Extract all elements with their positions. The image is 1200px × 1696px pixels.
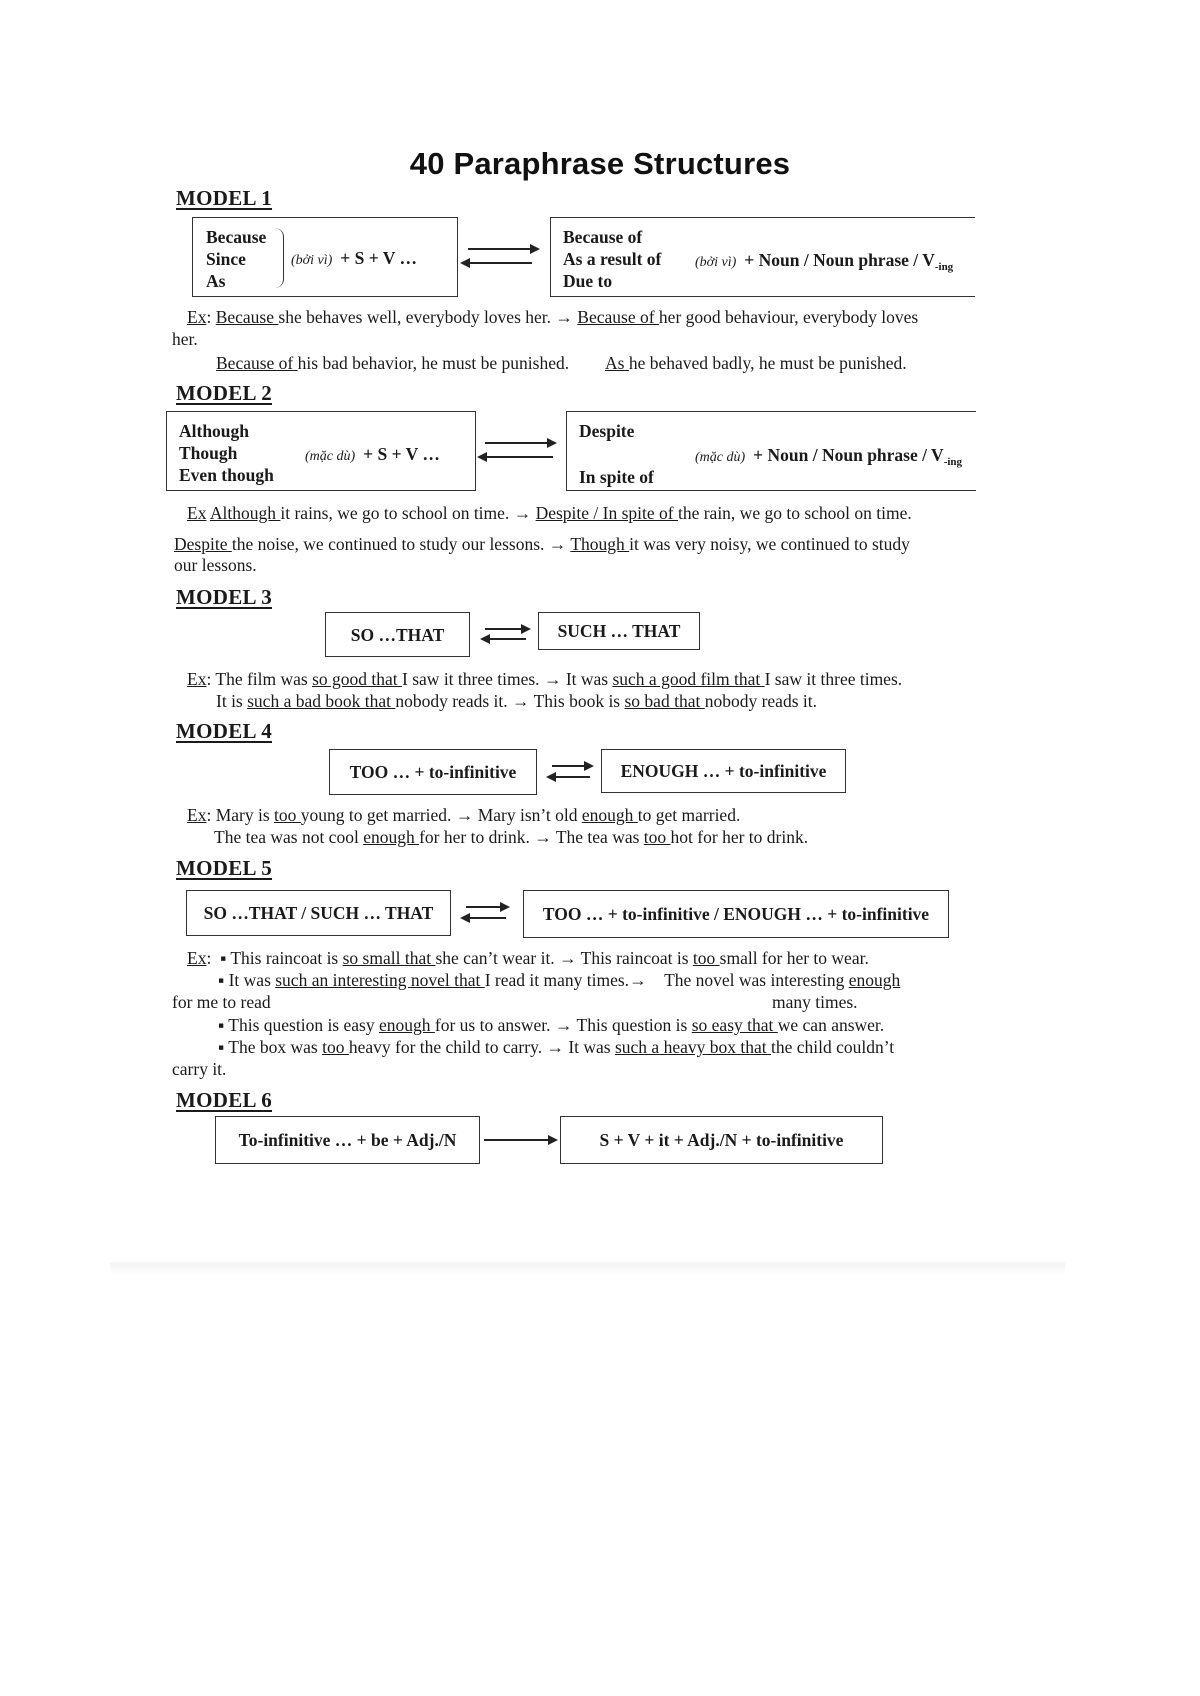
- ex-label: Ex: [187, 669, 207, 689]
- box-line: Although: [179, 421, 250, 441]
- box-line: Since: [206, 249, 246, 269]
- arrow-left-icon: [462, 262, 532, 264]
- underlined-text: such a good film that: [612, 669, 765, 689]
- model-4-heading: MODEL 4: [176, 719, 273, 743]
- example-text: I saw it three times.: [764, 669, 903, 689]
- example-text: nobody reads it.: [395, 691, 513, 711]
- underlined-text: enough: [363, 827, 420, 847]
- box-line: Because of: [563, 227, 643, 247]
- example-text: she behaves well, everybody loves her.: [278, 307, 556, 327]
- example-text: : Mary is: [206, 805, 275, 825]
- underlined-text: Although: [209, 503, 281, 523]
- arrow-text: →: [546, 1037, 569, 1057]
- arrow-left-icon: [479, 456, 553, 458]
- box-line: Due to: [563, 271, 613, 291]
- bullet-icon: ▪: [218, 1015, 225, 1035]
- model-5-example-line-1: Ex: ▪ This raincoat is so small that she can’t wear it. → This raincoat is too small for her to wear.: [187, 948, 869, 968]
- example-text: This question is: [576, 1015, 692, 1035]
- example-text: Mary isn’t old: [477, 805, 582, 825]
- example-text: he behaved badly, he must be punished.: [628, 353, 907, 373]
- model-4-example-line-2: [214, 826, 808, 848]
- example-text: the rain, we go to school on time.: [677, 503, 912, 523]
- example-text: This raincoat is: [230, 948, 343, 968]
- arrow-right-icon: [466, 906, 508, 908]
- gloss-text: (mặc dù): [305, 449, 356, 464]
- example-text: to get married.: [637, 805, 741, 825]
- arrow-text: →: [554, 1015, 577, 1035]
- model-3-example-line-2: [216, 690, 817, 712]
- subscript-text: -ing: [943, 456, 963, 469]
- example-text: it was very noisy, we continued to study: [629, 534, 910, 554]
- example-text: It is: [216, 691, 248, 711]
- model-1-left-box: [192, 217, 458, 297]
- example-text: nobody reads it.: [704, 691, 817, 711]
- arrow-left-icon: [462, 917, 506, 919]
- page-edge-shadow: [110, 1262, 1065, 1276]
- formula-text: + S + V …: [363, 444, 440, 464]
- model-2-example-line-2: [174, 533, 910, 555]
- example-text: The tea was not cool: [214, 827, 364, 847]
- arrow-text: →: [455, 805, 478, 825]
- example-text: we can answer.: [777, 1015, 885, 1035]
- model-5-left-box: SO …THAT / SUCH … THAT: [186, 890, 451, 936]
- example-text: This book is: [533, 691, 625, 711]
- formula-text: + S + V …: [340, 248, 417, 268]
- underlined-text: too: [692, 948, 720, 968]
- model-6-right-box: S + V + it + Adj./N + to-infinitive: [560, 1116, 883, 1164]
- model-3-example-line-1: [187, 668, 902, 690]
- arrow-text: →: [629, 970, 647, 990]
- example-text: I read it many times.: [484, 970, 630, 990]
- example-text: it rains, we go to school on time.: [280, 503, 514, 523]
- underlined-text: so small that: [342, 948, 436, 968]
- model-3-left-box: SO …THAT: [325, 612, 470, 657]
- example-text: the child couldn’t: [770, 1037, 895, 1057]
- underlined-text: so bad that: [624, 691, 705, 711]
- underlined-text: Despite: [174, 534, 232, 554]
- example-text: The novel was interesting: [664, 970, 849, 990]
- model-1-example-line-3: [605, 352, 907, 374]
- example-text: I saw it three times.: [402, 669, 544, 689]
- model-5-example-line-3: [218, 1014, 884, 1036]
- model-2-heading: MODEL 2: [176, 381, 273, 405]
- formula-text: + Noun / Noun phrase / V: [744, 250, 935, 270]
- arrow-right-icon: [485, 628, 529, 630]
- gloss-text: (mặc dù): [695, 450, 746, 465]
- model-5-example-line-4: [218, 1036, 894, 1058]
- model-5-example-cont-a: for me to read: [172, 992, 271, 1012]
- model-1-example-line-2: [216, 352, 569, 374]
- example-text: This question is easy: [228, 1015, 379, 1035]
- model-5-right-box: TOO … + to-infinitive / ENOUGH … + to-infinitive: [523, 890, 949, 938]
- bullet-icon: ▪: [220, 948, 227, 968]
- underlined-text: enough: [378, 1015, 435, 1035]
- model-2-example-line-1: [187, 502, 912, 524]
- box-line: Despite: [579, 421, 635, 441]
- underlined-text: Because of: [577, 307, 659, 327]
- box-line: Though: [179, 443, 238, 463]
- example-text: small for her to wear.: [719, 948, 869, 968]
- example-text: : The film was: [206, 669, 313, 689]
- model-4-example-line-1: [187, 804, 740, 826]
- arrow-text: →: [543, 669, 566, 689]
- example-text: This raincoat is: [580, 948, 693, 968]
- example-text: hot for her to drink.: [670, 827, 809, 847]
- model-5-heading: MODEL 5: [176, 856, 273, 880]
- arrow-right-icon: [485, 442, 555, 444]
- brace-icon: [275, 228, 284, 288]
- underlined-text: too: [322, 1037, 349, 1057]
- arrow-right-icon: [484, 1139, 556, 1141]
- ex-label: Ex: [187, 307, 207, 327]
- example-text: the noise, we continued to study our lessons.: [231, 534, 549, 554]
- underlined-text: too: [274, 805, 301, 825]
- box-line: As: [206, 271, 226, 291]
- example-text: his bad behavior, he must be punished.: [297, 353, 570, 373]
- arrow-text: →: [513, 503, 536, 523]
- underlined-text: such a heavy box that: [614, 1037, 771, 1057]
- model-5-example-cont-b: many times.: [772, 992, 858, 1012]
- gloss-text: (bởi vì): [695, 255, 737, 270]
- underlined-text: so good that: [312, 669, 403, 689]
- underlined-text: Because: [215, 307, 279, 327]
- arrow-right-icon: [468, 248, 538, 250]
- model-1-heading: MODEL 1: [176, 186, 273, 210]
- underlined-text: As: [605, 353, 629, 373]
- example-text: she can’t wear it.: [435, 948, 560, 968]
- model-3-right-box: SUCH … THAT: [538, 612, 700, 650]
- underlined-text: enough: [581, 805, 638, 825]
- subscript-text: -ing: [934, 261, 954, 274]
- model-5-example-line-2: [218, 969, 900, 991]
- arrow-text: →: [559, 948, 581, 968]
- bullet-icon: ▪: [218, 970, 225, 990]
- example-text: The box was: [228, 1037, 323, 1057]
- model-6-heading: MODEL 6: [176, 1088, 273, 1112]
- example-text: It was: [565, 669, 613, 689]
- box-line: Because: [206, 227, 267, 247]
- model-4-left-box: TOO … + to-infinitive: [329, 749, 537, 795]
- underlined-text: Though: [570, 534, 630, 554]
- formula-text: + Noun / Noun phrase / V: [753, 445, 944, 465]
- example-text: her good behaviour, everybody loves: [658, 307, 919, 327]
- model-2-example-cont: our lessons.: [174, 555, 257, 575]
- arrow-right-icon: [552, 765, 592, 767]
- model-5-example-cont-c: carry it.: [172, 1059, 227, 1079]
- ex-label: Ex: [187, 805, 207, 825]
- underlined-text: Because of: [216, 353, 298, 373]
- underlined-text: such a bad book that: [247, 691, 396, 711]
- arrow-text: →: [555, 307, 578, 327]
- box-line: As a result of: [563, 249, 662, 269]
- arrow-text: →: [534, 827, 556, 847]
- underlined-text: Despite / In spite of: [535, 503, 678, 523]
- underlined-text: enough: [848, 970, 901, 990]
- example-text: for her to drink.: [419, 827, 535, 847]
- underlined-text: so easy that: [691, 1015, 778, 1035]
- example-text: young to get married.: [300, 805, 456, 825]
- model-3-heading: MODEL 3: [176, 585, 273, 609]
- arrow-text: →: [512, 691, 534, 711]
- example-text: heavy for the child to carry.: [348, 1037, 547, 1057]
- model-2-left-box: [166, 411, 476, 491]
- arrow-left-icon: [548, 776, 590, 778]
- model-4-right-box: ENOUGH … + to-infinitive: [601, 749, 846, 793]
- example-text: for us to answer.: [434, 1015, 555, 1035]
- box-line: Even though: [179, 465, 274, 485]
- model-2-right-box: [566, 411, 976, 491]
- ex-label: Ex: [187, 503, 207, 523]
- arrow-text: →: [548, 534, 571, 554]
- bullet-icon: ▪: [218, 1037, 225, 1057]
- example-text: The tea was: [555, 827, 644, 847]
- example-text: It was: [568, 1037, 615, 1057]
- box-line: In spite of: [579, 467, 654, 487]
- example-text: It was: [228, 970, 276, 990]
- underlined-text: such an interesting novel that: [275, 970, 485, 990]
- model-1-example-cont: her.: [172, 329, 198, 349]
- ex-label: Ex: [187, 948, 207, 968]
- model-6-left-box: To-infinitive … + be + Adj./N: [215, 1116, 480, 1164]
- model-1-right-box: [550, 217, 975, 297]
- page-title: 40 Paraphrase Structures: [409, 146, 791, 181]
- model-1-example-line-1: Ex: Because she behaves well, everybody loves her. → Because of her good behaviour, everybody loves: [187, 307, 919, 327]
- arrow-left-icon: [482, 638, 526, 640]
- underlined-text: too: [643, 827, 671, 847]
- gloss-text: (bởi vì): [291, 253, 333, 268]
